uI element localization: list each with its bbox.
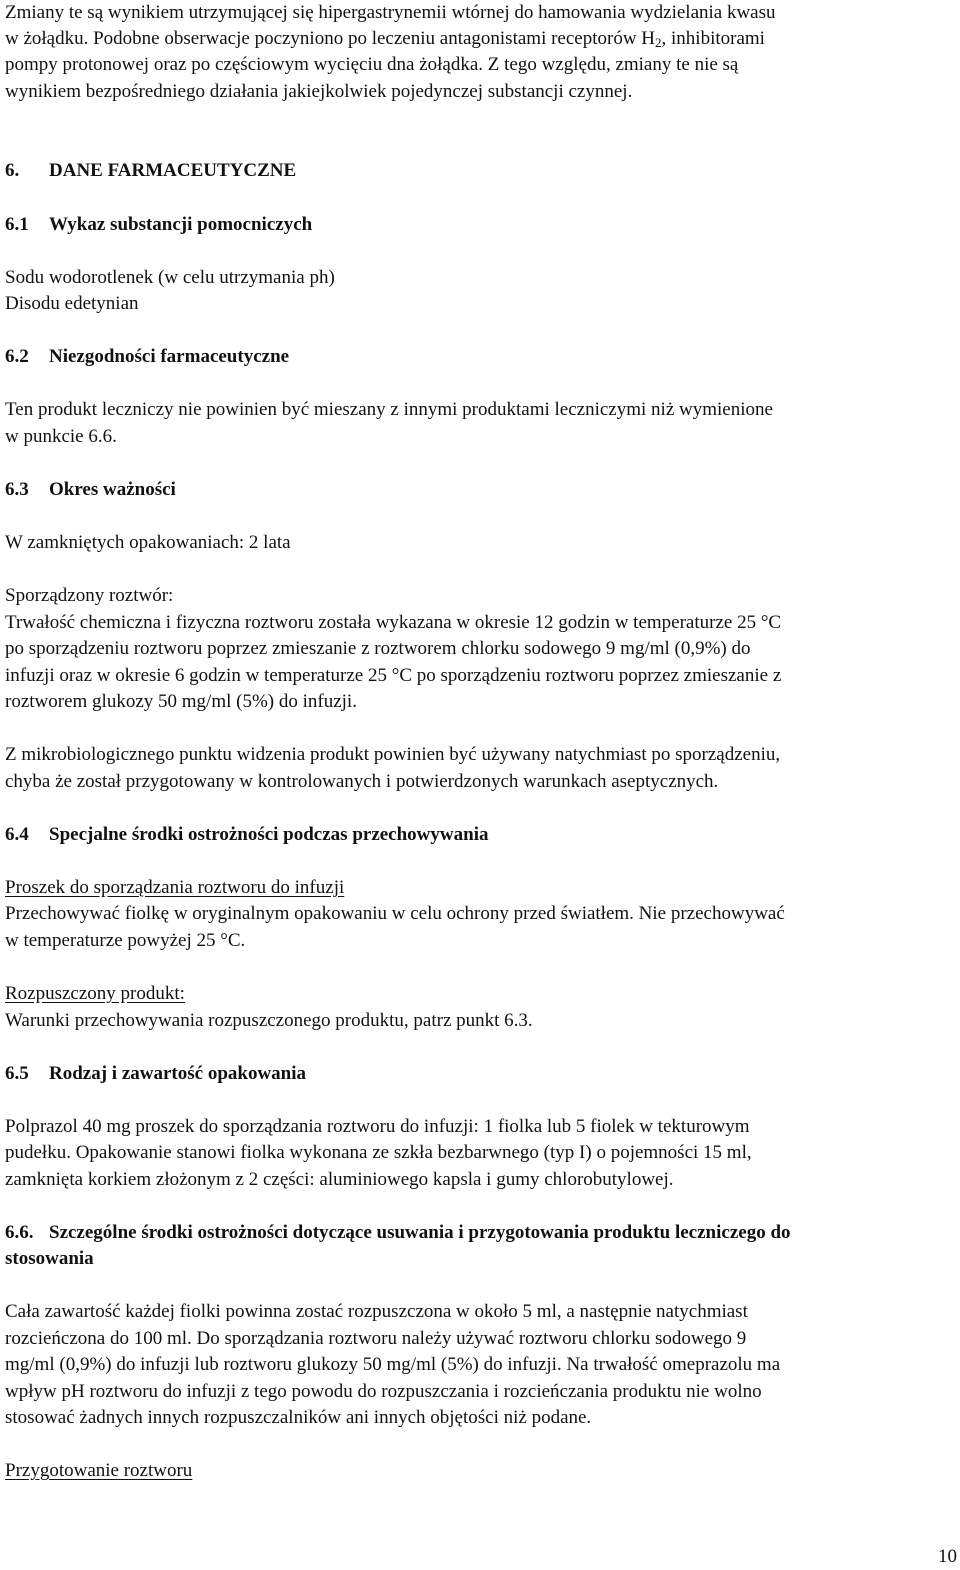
subsection-title: Okres ważności xyxy=(49,479,176,500)
section-heading xyxy=(5,158,296,184)
subsection-heading xyxy=(5,344,289,370)
subsection-number: 6.2 xyxy=(5,346,29,367)
paragraph-line: mg/ml (0,9%) do infuzji lub roztworu glukozy 50 mg/ml (5%) do infuzji. Na trwałość omeprazolu ma xyxy=(5,1354,781,1375)
subsection-number: 6.6. xyxy=(5,1222,34,1243)
paragraph-line: wpływ pH roztworu do infuzji z tego powodu do rozpuszczania i rozcieńczania produktu nie wolno xyxy=(5,1381,762,1402)
excipient-line: Sodu wodorotlenek (w celu utrzymania ph) xyxy=(5,267,335,288)
excipient-line: Disodu edetynian xyxy=(5,293,139,314)
subsection-title: Specjalne środki ostrożności podczas przechowywania xyxy=(49,824,489,845)
paragraph-line: stosować żadnych innych rozpuszczalników ani innych objętości niż podane. xyxy=(5,1407,592,1428)
paragraph-line: zamknięta korkiem złożonym z 2 części: aluminiowego kapsla i gumy chlorobutylowej. xyxy=(5,1169,674,1190)
subsection-heading xyxy=(5,477,176,503)
section-title: DANE FARMACEUTYCZNE xyxy=(49,160,297,181)
section-number: 6. xyxy=(5,160,20,181)
paragraph-line: Polprazol 40 mg proszek do sporządzania roztworu do infuzji: 1 fiolka lub 5 fiolek w tekturowym xyxy=(5,1116,750,1137)
subsection-title: Szczególne środki ostrożności dotyczące usuwania i przygotowania produktu leczniczego do xyxy=(49,1222,791,1243)
subsection-heading xyxy=(5,1220,791,1246)
paragraph-line: W zamkniętych opakowaniach: 2 lata xyxy=(5,532,291,553)
paragraph-line: Zmiany te są wynikiem utrzymującej się hipergastrynemii wtórnej do hamowania wydzielania kwasu xyxy=(5,2,776,23)
paragraph-line: w punkcie 6.6. xyxy=(5,426,117,447)
paragraph-line: infuzji oraz w okresie 6 godzin w temperaturze 25 °C po sporządzeniu roztworu poprzez zmieszanie z xyxy=(5,665,782,686)
text-span: , inhibitorami xyxy=(661,28,765,49)
paragraph-line: Cała zawartość każdej fiolki powinna zostać rozpuszczona w około 5 ml, a następnie natychmiast xyxy=(5,1301,748,1322)
paragraph-line: Trwałość chemiczna i fizyczna roztworu została wykazana w okresie 12 godzin w temperaturze 25 °C xyxy=(5,612,782,633)
paragraph-line: wynikiem bezpośredniego działania jakiejkolwiek pojedynczej substancji czynnej. xyxy=(5,81,633,102)
paragraph-line: rozcieńczona do 100 ml. Do sporządzania roztworu należy używać roztworu chlorku sodowego 9 xyxy=(5,1328,747,1349)
paragraph-line: pudełku. Opakowanie stanowi fiolka wykonana ze szkła bezbarwnego (typ I) o pojemności 15 ml, xyxy=(5,1142,752,1163)
subsection-heading xyxy=(5,1061,306,1087)
subscript: 2 xyxy=(655,35,662,50)
paragraph-line: Warunki przechowywania rozpuszczonego produktu, patrz punkt 6.3. xyxy=(5,1010,533,1031)
subsection-number: 6.1 xyxy=(5,214,29,235)
paragraph-line: roztworem glukozy 50 mg/ml (5%) do infuzji. xyxy=(5,691,357,712)
page-number: 10 xyxy=(938,1546,957,1567)
paragraph-line xyxy=(5,26,765,52)
text-span: w żołądku. Podobne obserwacje poczyniono po leczeniu antagonistami receptorów H xyxy=(5,28,656,49)
underlined-label: Proszek do sporządzania roztworu do infuzji xyxy=(5,877,345,898)
paragraph-line: chyba że został przygotowany w kontrolowanych i potwierdzonych warunkach aseptycznych. xyxy=(5,771,719,792)
subsection-heading xyxy=(5,212,312,238)
underlined-label: Rozpuszczony produkt: xyxy=(5,983,185,1004)
underlined-label: Przygotowanie roztworu xyxy=(5,1460,193,1481)
subsection-number: 6.5 xyxy=(5,1063,29,1084)
subsection-title: Niezgodności farmaceutyczne xyxy=(49,346,290,367)
paragraph-line: Ten produkt leczniczy nie powinien być mieszany z innymi produktami leczniczymi niż wymienione xyxy=(5,399,773,420)
subheading-label: Sporządzony roztwór: xyxy=(5,585,174,606)
subsection-title: Rodzaj i zawartość opakowania xyxy=(49,1063,307,1084)
paragraph-line: pompy protonowej oraz po częściowym wycięciu dna żołądka. Z tego względu, zmiany te nie są xyxy=(5,54,739,75)
subsection-title-continued: stosowania xyxy=(5,1248,94,1269)
paragraph-line: Przechowywać fiolkę w oryginalnym opakowaniu w celu ochrony przed światłem. Nie przechowywać xyxy=(5,903,785,924)
subsection-number: 6.3 xyxy=(5,479,29,500)
subsection-number: 6.4 xyxy=(5,824,29,845)
subsection-title: Wykaz substancji pomocniczych xyxy=(49,214,313,235)
paragraph-line: w temperaturze powyżej 25 °C. xyxy=(5,930,246,951)
paragraph-line: Z mikrobiologicznego punktu widzenia produkt powinien być używany natychmiast po sporządzeniu, xyxy=(5,744,781,765)
subsection-heading xyxy=(5,822,488,848)
paragraph-line: po sporządzeniu roztworu poprzez zmieszanie z roztworem chlorku sodowego 9 mg/ml (0,9%) do xyxy=(5,638,751,659)
